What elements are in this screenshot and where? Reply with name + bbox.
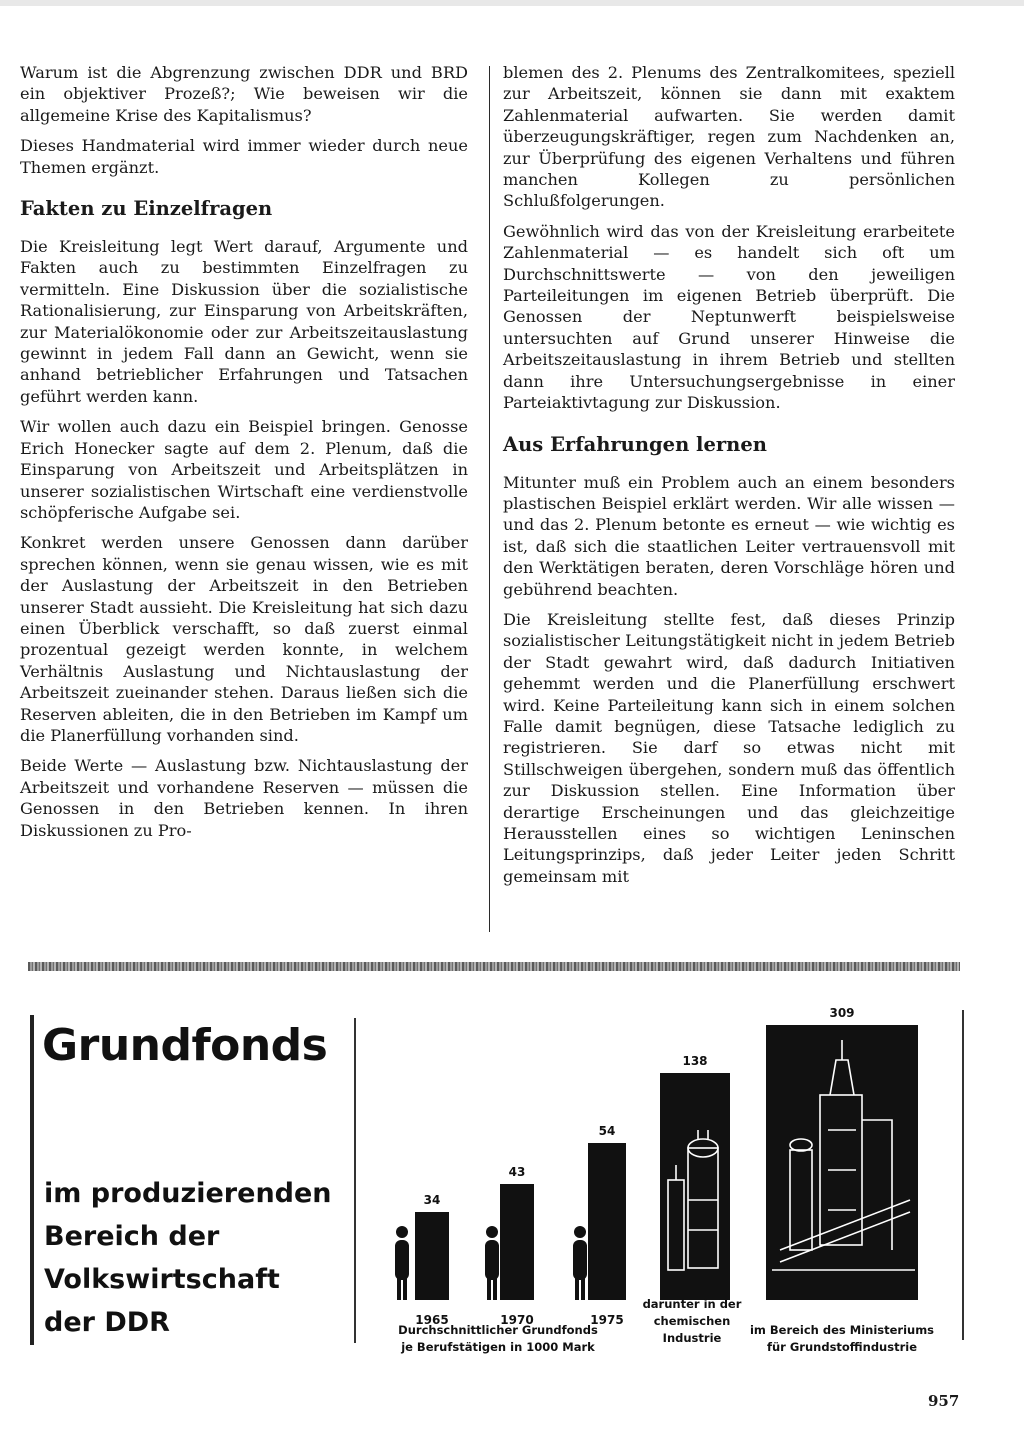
infographic-title: Grundfonds	[42, 1020, 328, 1071]
data-label: 138	[682, 1054, 708, 1068]
data-bar	[660, 1073, 730, 1300]
paragraph: blemen des 2. Plenums des Zentralkomitees, speziell zur Arbeitszeit, können sie dann mit exaktem Zahlenmaterial aufwarten. Sie werden damit überzeugungskräftiger, regen zum Nachdenken an, zur Überprüfung des eigenen Verhaltens und führen manchen Kollegen zu persönlichen Schlußfolgerungen.	[503, 63, 955, 211]
data-bar	[588, 1143, 626, 1300]
category-label: 1975	[590, 1313, 624, 1327]
paragraph: Wir wollen auch dazu ein Beispiel bringen. Genosse Erich Honecker sagte auf dem 2. Plenum, daß die Einsparung von Arbeitszeit und Arbeitsplätzen in unserer sozialistischen Wirtschaft eine verdienstvolle schöpferische Aufgabe sei.	[20, 417, 468, 522]
paragraph: Konkret werden unsere Genossen dann darüber sprechen können, wenn sie genau wissen, wie es mit der Auslastung der Arbeitszeit in den Betrieben unserer Stadt aussieht. Die Kreisleitung hat sich dazu einen Überblick verschafft, so daß zuerst einmal prozentual gezeigt werden konnte, in welchem Verhältnis Auslastung und Nichtauslastung der Arbeitszeit zueinander stehen. Daraus ließen sich die Reserven ableiten, die in den Betrieben im Kampf um die Planerfüllung vorhanden sind.	[20, 533, 468, 745]
caption-line: Durchschnittlicher Grundfonds	[398, 1323, 598, 1337]
figure-icon	[485, 1226, 499, 1300]
scan-edge	[0, 0, 1024, 6]
data-label: 34	[423, 1193, 441, 1207]
column-divider	[489, 66, 490, 932]
caption-line: je Berufstätigen in 1000 Mark	[401, 1340, 595, 1354]
data-label: 43	[508, 1165, 526, 1179]
infographic-subtitle	[44, 1172, 344, 1344]
subtitle-line: der DDR	[44, 1307, 170, 1338]
infographic-left-rule	[30, 1015, 34, 1345]
caption-line: Industrie	[662, 1331, 722, 1345]
subtitle-line: im produzierenden	[44, 1178, 332, 1209]
caption-line: chemischen	[653, 1314, 731, 1328]
caption-line: für Grundstoffindustrie	[766, 1340, 918, 1354]
figure-icon	[573, 1226, 587, 1300]
infographic	[0, 980, 1024, 1380]
paragraph: Gewöhnlich wird das von der Kreisleitung erarbeitete Zahlenmaterial — es handelt sich oft um Durchschnittswerte — von den jeweiligen Parteileitungen im eigenen Betrieb überprüft. Die Genossen der Neptunwerft beispielsweise untersuchten auf Grund unserer Hinweise die Arbeitszeitauslastung in ihrem Betrieb und stellten dann ihre Untersuchungsergebnisse in einer Parteiaktivtagung zur Diskussion.	[503, 221, 955, 413]
subtitle-line: Bereich der	[44, 1221, 220, 1252]
paragraph: Mitunter muß ein Problem auch an einem besonders plastischen Beispiel erklärt werden. Wir alle wissen — und das 2. Plenum betonte es erneut — wie wichtig es ist, daß sich die staatlichen Leiter vertrauensvoll mit den Werktätigen beraten, deren Vorschläge hören und gebührend beachten.	[503, 472, 955, 599]
figure-icon	[395, 1226, 409, 1300]
paragraph: Beide Werte — Auslastung bzw. Nichtauslastung der Arbeitszeit und vorhandene Reserven — müssen die Genossen in den Betrieben kennen. In ihren Diskussionen zu Pro-	[20, 756, 468, 840]
data-label: 54	[598, 1124, 616, 1138]
data-bar	[500, 1184, 534, 1300]
caption-line: darunter in der	[642, 1297, 742, 1311]
paragraph: Die Kreisleitung stellte fest, daß dieses Prinzip sozialistischer Leitungstätigkeit nicht in jedem Betrieb der Stadt gewahrt wird, daß dadurch Initiativen gehemmt werden und die Planerfüllung erschwert wird. Keine Parteileitung kann sich in einem solchen Falle damit begnügen, diese Tatsache lediglich zu registrieren. Sie darf so etwas nicht mit Stillschweigen übergehen, sondern muß das öffentlich zur Diskussion stellen. Eine Information über derartige Erscheinungen und das gleichzeitige Herausstellen eines so wichtigen Leninschen Leitungsprinzips, daß jeder Leiter jeden Schritt gemeinsam mit	[503, 609, 955, 886]
left-column	[20, 62, 468, 850]
paragraph: Die Kreisleitung legt Wert darauf, Argumente und Fakten auch zu bestimmten Einzelfragen zu vermitteln. Eine Diskussion über die sozialistische Rationalisierung, zur Einsparung von Arbeitskräften, zur Materialökonomie oder zur Arbeitszeitauslastung gewinnt in jedem Fall dann an Gewicht, wenn sie anhand betrieblicher Erfahrungen und Tatsachen geführt werden kann.	[20, 237, 468, 406]
infographic-right-rule	[962, 1010, 964, 1340]
separator-band	[28, 962, 960, 971]
data-label: 309	[829, 1006, 855, 1020]
section-heading: Aus Erfahrungen lernen	[503, 432, 767, 456]
paragraph: Dieses Handmaterial wird immer wieder durch neue Themen ergänzt.	[20, 136, 468, 177]
category-label: 1965	[415, 1313, 449, 1327]
page-number: 957	[928, 1392, 960, 1410]
data-bar	[415, 1212, 449, 1300]
section-heading: Fakten zu Einzelfragen	[20, 197, 273, 221]
right-column	[503, 62, 955, 896]
category-label: 1970	[500, 1313, 534, 1327]
subtitle-line: Volkswirtschaft	[44, 1264, 280, 1295]
paragraph: Warum ist die Abgrenzung zwischen DDR und BRD ein objektiver Prozeß?; Wie beweisen wir die allgemeine Krise des Kapitalismus?	[20, 63, 468, 125]
grundfonds-chart	[380, 1000, 940, 1380]
caption-line: im Bereich des Ministeriums	[749, 1323, 935, 1337]
infographic-divider	[354, 1018, 356, 1343]
